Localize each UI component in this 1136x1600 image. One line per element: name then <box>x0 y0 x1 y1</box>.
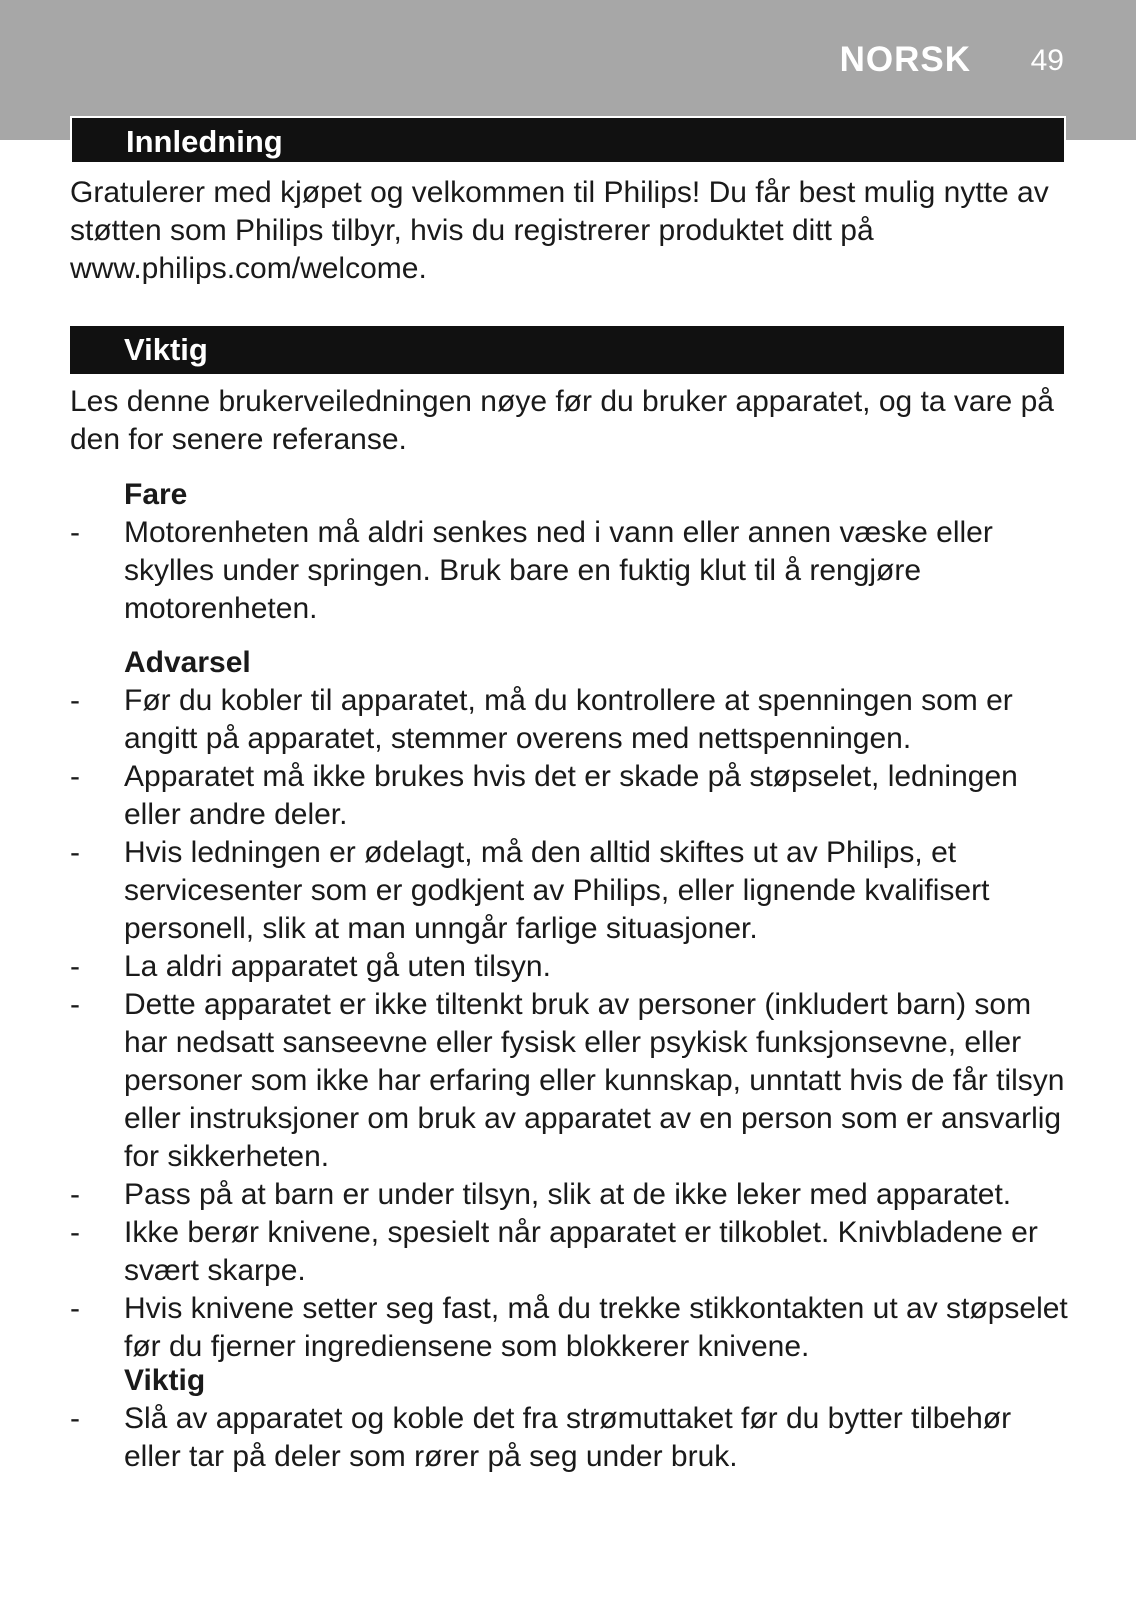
list-item-text: Apparatet må ikke brukes hvis det er skade på støpselet, ledningen eller andre deler. <box>124 760 1018 831</box>
important-paragraph: Les denne brukerveiledningen nøye før du bruker apparatet, og ta vare på den for senere referanse. <box>70 385 1054 456</box>
bullet-dash: - <box>70 988 80 1021</box>
list-item-text: Dette apparatet er ikke tiltenkt bruk av personer (inkludert barn) som har nedsatt sanseevne eller fysisk eller psykisk funksjonsevne, eller personer som ikke har erfaring eller kunnskap, unntatt hvis de får tilsyn eller instruksjoner om bruk av apparatet av en person som er ansvarlig for sikkerheten. <box>124 988 1065 1173</box>
list-item <box>70 834 1070 948</box>
bullet-dash: - <box>70 684 80 717</box>
section-heading-introduction: Innledning <box>70 116 1066 164</box>
danger-list <box>70 514 1070 628</box>
list-item <box>70 986 1070 1176</box>
list-item-text: Pass på at barn er under tilsyn, slik at de ikke leker med apparatet. <box>124 1178 1012 1211</box>
bullet-dash: - <box>70 1216 80 1249</box>
bullet-dash: - <box>70 1292 80 1325</box>
bullet-dash: - <box>70 516 80 549</box>
list-item <box>70 1214 1070 1290</box>
warning-heading: Advarsel <box>124 646 251 679</box>
list-item <box>70 1290 1070 1366</box>
list-item-text: Hvis knivene setter seg fast, må du trekke stikkontakten ut av støpselet før du fjerner ingrediensene som blokkerer knivene. <box>124 1292 1068 1363</box>
caution-heading: Viktig <box>124 1364 206 1397</box>
intro-paragraph: Gratulerer med kjøpet og velkommen til Philips! Du får best mulig nytte av støtten som Philips tilbyr, hvis du registrerer produktet ditt på www.philips.com/welcome. <box>70 176 1049 285</box>
section-heading-important: Viktig <box>70 326 1064 374</box>
list-item <box>70 1400 1070 1476</box>
list-item <box>70 514 1070 628</box>
warning-list <box>70 682 1070 1366</box>
list-item <box>70 682 1070 758</box>
list-item <box>70 1176 1070 1214</box>
list-item-text: Ikke berør knivene, spesielt når apparatet er tilkoblet. Knivbladene er svært skarpe. <box>124 1216 1038 1287</box>
bullet-dash: - <box>70 1402 80 1435</box>
page-number: 49 <box>1030 44 1064 77</box>
list-item <box>70 758 1070 834</box>
bullet-dash: - <box>70 760 80 793</box>
list-item-text: Motorenheten må aldri senkes ned i vann eller annen væske eller skylles under springen. Bruk bare en fuktig klut til å rengjøre motorenheten. <box>124 516 993 625</box>
danger-heading: Fare <box>124 478 188 511</box>
bullet-dash: - <box>70 1178 80 1211</box>
bullet-dash: - <box>70 836 80 869</box>
list-item <box>70 948 1070 986</box>
list-item-text: Før du kobler til apparatet, må du kontrollere at spenningen som er angitt på apparatet, stemmer overens med nettspenningen. <box>124 684 1013 755</box>
caution-list <box>70 1400 1070 1476</box>
language-label: NORSK <box>839 40 971 79</box>
list-item-text: Slå av apparatet og koble det fra strømuttaket før du bytter tilbehør eller tar på deler som rører på seg under bruk. <box>124 1402 1012 1473</box>
bullet-dash: - <box>70 950 80 983</box>
list-item-text: La aldri apparatet gå uten tilsyn. <box>124 950 551 983</box>
list-item-text: Hvis ledningen er ødelagt, må den alltid skiftes ut av Philips, et servicesenter som er godkjent av Philips, eller lignende kvalifisert personell, slik at man unngår farlige situasjoner. <box>124 836 990 945</box>
